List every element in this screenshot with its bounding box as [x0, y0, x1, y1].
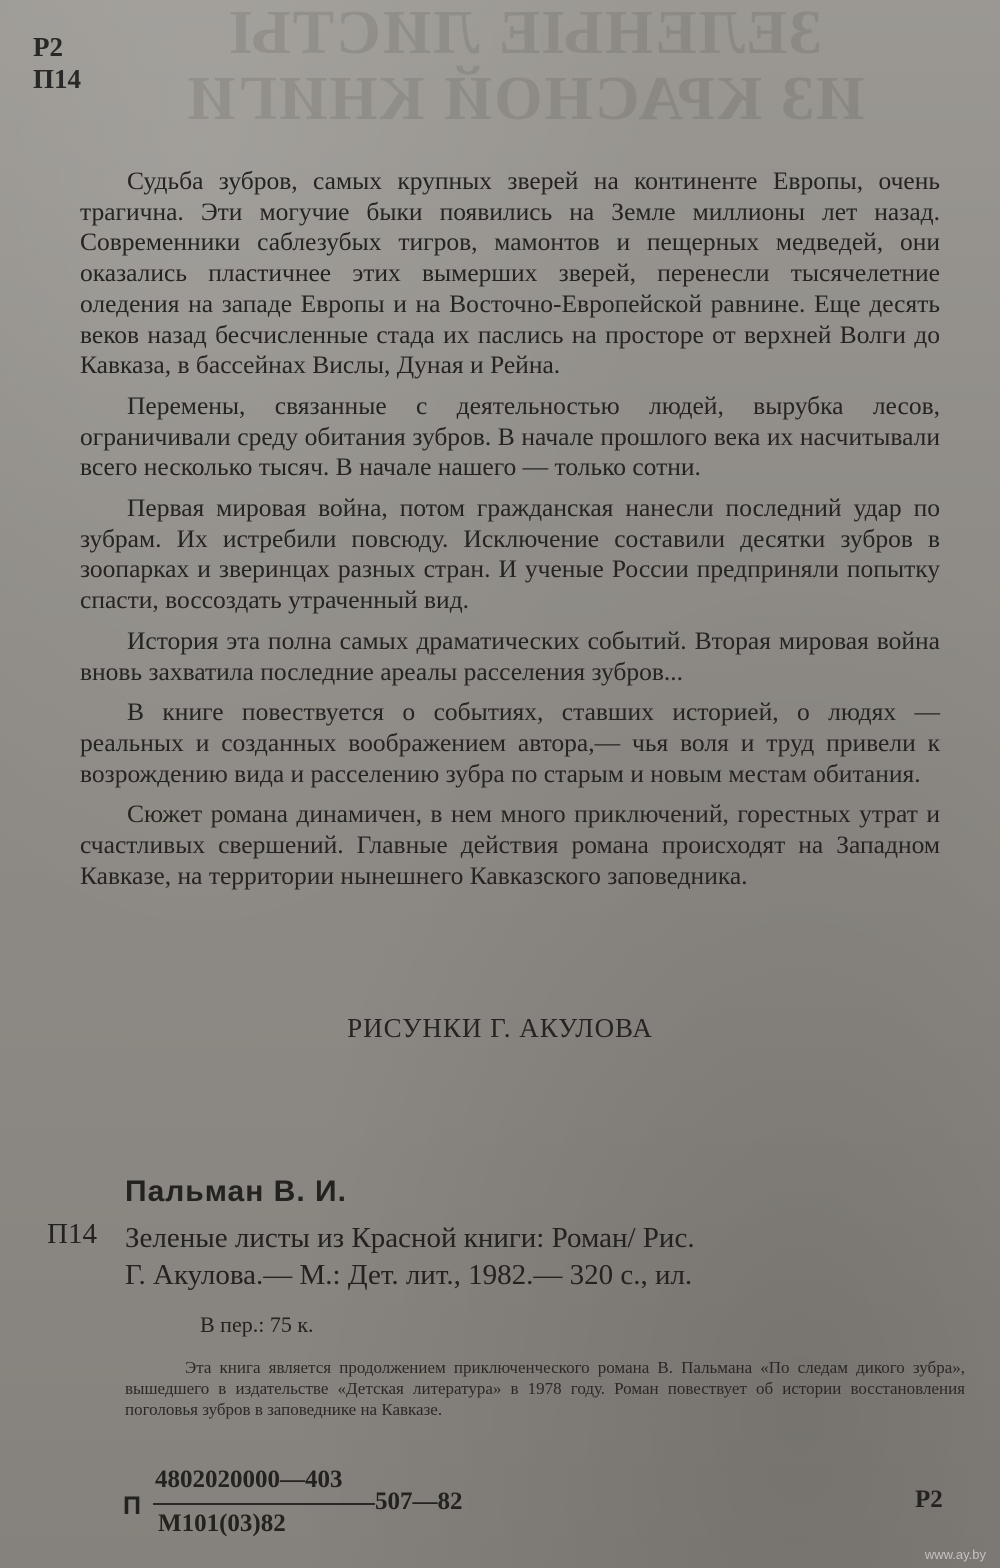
top-code-r2: Р2: [33, 32, 63, 62]
catalog-fraction-line: [153, 1503, 375, 1505]
bibliography-code: П14: [47, 1218, 97, 1250]
catalog-letter: П: [123, 1492, 141, 1520]
paragraph: Судьба зубров, самых крупных зверей на континенте Европы, очень трагична. Эти могучие быки появились на Земле миллионы лет назад. Современники саблезубых тигров, мамонтов и пещерных медведей, они оказались пластичнее этих вымерших зверей, перенесли тысячелетние оледения на западе Европы и на Восточно-Европейской равнине. Еще десять веков назад бесчисленные стада их паслись на просторе от верхней Волги до Кавказа, в бассейнах Вислы, Дуная и Рейна.: [80, 166, 940, 380]
ghost-line: ЗЕЛЕНЫЕ ЛИСТЫ: [227, 0, 823, 67]
catalog-tail: 507—82: [375, 1488, 463, 1515]
annotation-body: [80, 166, 940, 901]
paragraph: Сюжет романа динамичен, в нем много приключений, горестных утрат и счастливых свершений. Главные действия романа происходят на Западном Кавказе, на территории нынешнего Кавказского заповедника.: [80, 799, 940, 890]
illustrations-credit: РИСУНКИ Г. АКУЛОВА: [347, 1013, 653, 1043]
price: В пер.: 75 к.: [200, 1312, 314, 1337]
book-annotation: Эта книга является продолжением приключенческого романа В. Пальмана «По следам дикого зубра», вышедшего в издательстве «Детская литература» в 1978 году. Роман повествует об истории восстановления поголовья зубров в заповеднике на Кавказе.: [125, 1358, 965, 1419]
bibliography-description: [125, 1220, 965, 1294]
catalog-numerator: 4802020000—403: [155, 1466, 343, 1493]
ghost-line: ИЗ КРАСНОЙ КНИГИ: [185, 65, 865, 133]
top-code-p14: П14: [33, 64, 82, 94]
paragraph: Перемены, связанные с деятельностью людей, вырубка лесов, ограничивали среду обитания зубров. В начале прошлого века их насчитывали всего несколько тысяч. В начале нашего — только сотни.: [80, 390, 940, 482]
bibliography-author: Пальман В. И.: [125, 1175, 347, 1208]
catalog-right-code: Р2: [915, 1486, 943, 1513]
catalog-denominator: М101(03)82: [158, 1510, 286, 1537]
show-through-text: [95, 0, 955, 132]
bibliography-line: Зеленые листы из Красной книги: Роман/ Рис.: [125, 1222, 695, 1254]
paragraph: В книге повествуется о событиях, ставших историей, о людях — реальных и созданных воображением автора,— чья воля и труд привели к возрождению вида и расселению зубра по старым и новым местам обитания.: [80, 697, 940, 788]
watermark: www.ay.by: [924, 1547, 986, 1562]
paragraph: История эта полна самых драматических событий. Вторая мировая война вновь захватила последние ареалы расселения зубров...: [80, 625, 940, 686]
bibliography-line: Г. Акулова.— М.: Дет. лит., 1982.— 320 с., ил.: [125, 1259, 693, 1291]
paragraph: Первая мировая война, потом гражданская нанесли последний удар по зубрам. Их истребили повсюду. Исключение составили десятки зубров в зоопарках и зверинцах разных стран. И ученые России предприняли попытку спасти, воссоздать утраченный вид.: [80, 493, 940, 615]
